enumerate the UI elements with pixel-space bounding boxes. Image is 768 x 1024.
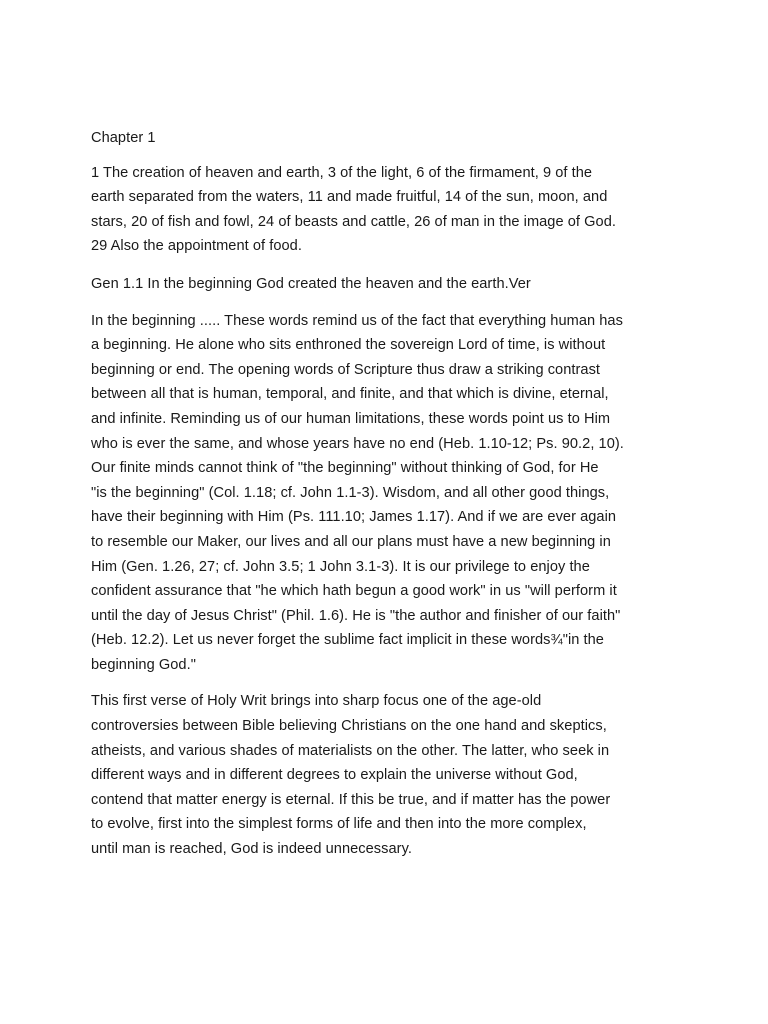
verse-text: Gen 1.1 In the beginning God created the heaven and the earth.Ver xyxy=(91,275,531,292)
chapter-heading: Chapter 1 xyxy=(91,130,156,146)
summary-line: earth separated from the waters, 11 and made fruitful, 14 of the sun, moon, and xyxy=(91,189,608,206)
commentary-line: and infinite. Reminding us of our human limitations, these words point us to Him xyxy=(91,410,611,427)
commentary-line: to evolve, first into the simplest forms of life and then into the more complex, xyxy=(91,816,587,833)
commentary-line: (Heb. 12.2). Let us never forget the sublime fact implicit in these words¾"in the xyxy=(91,632,604,649)
commentary-line: who is ever the same, and whose years have no end (Heb. 1.10-12; Ps. 90.2, 10). xyxy=(91,435,624,452)
commentary-line: confident assurance that "he which hath begun a good work" in us "will perform it xyxy=(91,583,617,600)
document-page xyxy=(91,126,681,862)
summary-line: stars, 20 of fish and fowl, 24 of beasts and cattle, 26 of man in the image of God. xyxy=(91,213,616,230)
commentary-line: until man is reached, God is indeed unnecessary. xyxy=(91,841,412,858)
commentary-line: beginning or end. The opening words of Scripture thus draw a striking contrast xyxy=(91,361,601,378)
commentary-line: atheists, and various shades of materialists on the other. The latter, who seek in xyxy=(91,742,610,759)
commentary-line: Him (Gen. 1.26, 27; cf. John 3.5; 1 John 3.1-3). It is our privilege to enjoy the xyxy=(91,558,590,575)
commentary-line: Our finite minds cannot think of "the beginning" without thinking of God, for He xyxy=(91,460,599,477)
commentary-line: beginning God." xyxy=(91,656,196,673)
commentary-line: have their beginning with Him (Ps. 111.10; James 1.17). And if we are ever again xyxy=(91,509,617,526)
commentary-line: This first verse of Holy Writ brings into sharp focus one of the age-old xyxy=(91,693,542,710)
commentary-line: contend that matter energy is eternal. If this be true, and if matter has the power xyxy=(91,791,611,808)
commentary-line: different ways and in different degrees to explain the universe without God, xyxy=(91,767,578,784)
commentary-line: In the beginning ..... These words remind us of the fact that everything human has xyxy=(91,312,623,329)
chapter-summary xyxy=(91,161,681,259)
commentary-line: until the day of Jesus Christ" (Phil. 1.6). He is "the author and finisher of our faith" xyxy=(91,607,621,624)
commentary-line: to resemble our Maker, our lives and all our plans must have a new beginning in xyxy=(91,533,611,550)
commentary-line: controversies between Bible believing Christians on the one hand and skeptics, xyxy=(91,718,607,735)
commentary-paragraph xyxy=(91,309,681,678)
commentary-line: between all that is human, temporal, and finite, and that which is divine, eternal, xyxy=(91,386,609,403)
commentary-line: "is the beginning" (Col. 1.18; cf. John 1.1-3). Wisdom, and all other good things, xyxy=(91,484,610,501)
summary-line: 1 The creation of heaven and earth, 3 of the light, 6 of the firmament, 9 of the xyxy=(91,164,593,181)
commentary-line: a beginning. He alone who sits enthroned the sovereign Lord of time, is without xyxy=(91,337,606,354)
summary-line: 29 Also the appointment of food. xyxy=(91,238,302,255)
commentary-paragraph xyxy=(91,689,681,861)
